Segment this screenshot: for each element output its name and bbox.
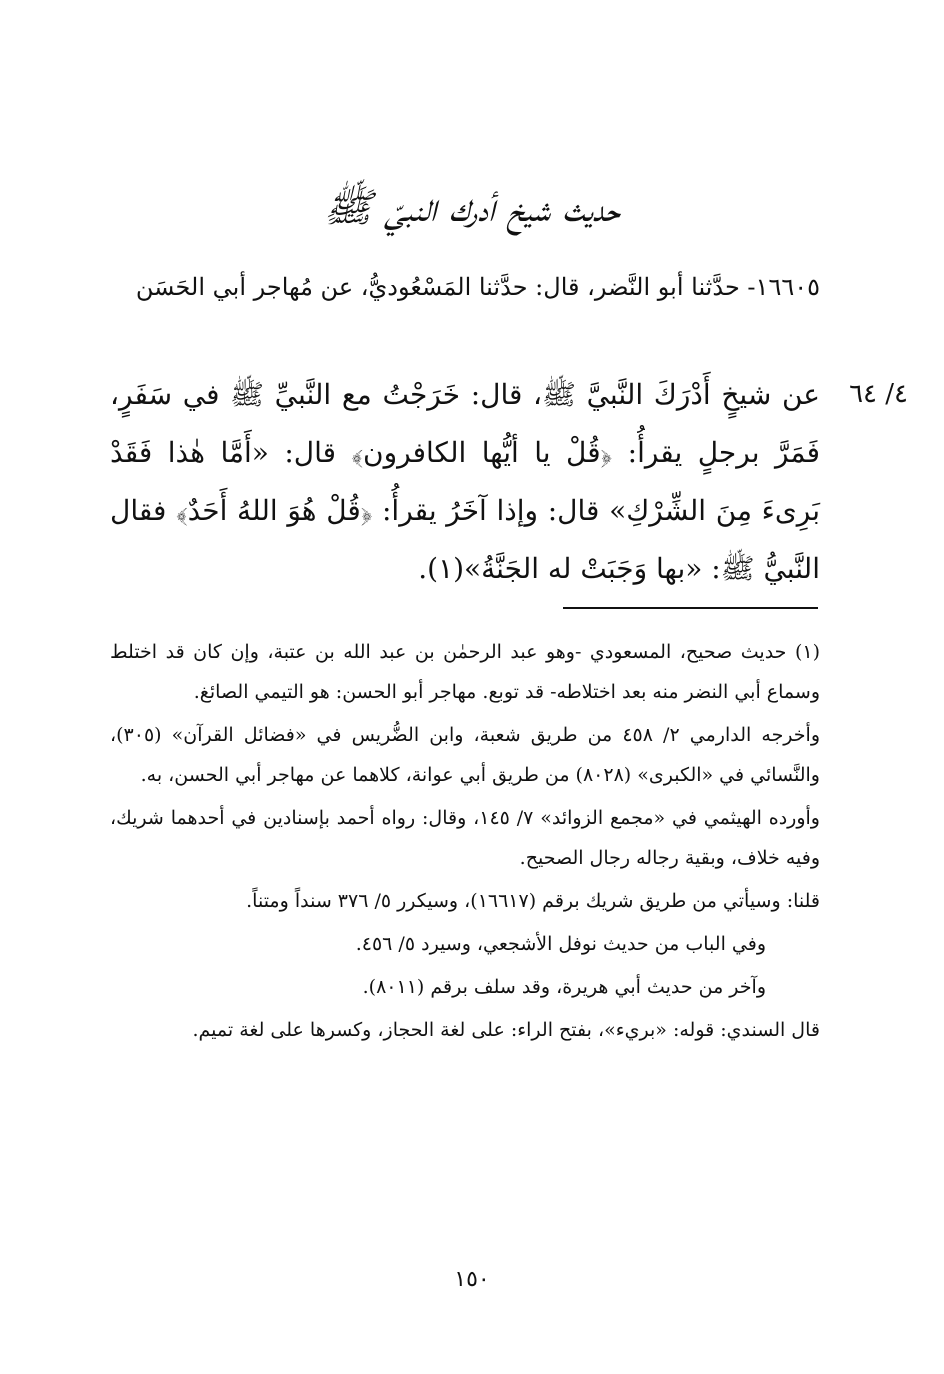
margin-reference: ٤/ ٦٤ [849, 379, 908, 409]
footnote-paragraph: قلنا: وسيأتي من طريق شريك برقم (١٦٦١٧)، وسيكرر ٥/ ٣٧٦ سنداً ومتناً. [246, 890, 820, 912]
footnote-paragraph: وفي الباب من حديث نوفل الأشجعي، وسيرد ٥/ ٤٥٦. [355, 933, 766, 955]
page-number: ١٥٠ [454, 1267, 490, 1292]
footnote-paragraph: وأخرجه الدارمي ٢/ ٤٥٨ من طريق شعبة، وابن الضُّريس في «فضائل القرآن» (٣٠٥)، والنَّسائي في «الكبرى» (٨٠٢٨) من طريق أبي عوانة، كلاهما عن مهاجر أبي الحسن، به. [110, 724, 820, 786]
footnote-paragraph: (١) حديث صحيح، المسعودي -وهو عبد الرحمٰن بن عبد الله بن عتبة، وإن كان قد اختلط وسماع أبي النضر منه بعد اختلاطه- قد توبع. مهاجر أبو الحسن: هو التيمي الصائغ. [110, 641, 820, 703]
footnote-separator [563, 607, 818, 609]
footnote-paragraph: قال السندي: قوله: «بريء»، بفتح الراء: على لغة الحجاز، وكسرها على لغة تميم. [192, 1019, 820, 1041]
footnote-paragraph: وآخر من حديث أبي هريرة، وقد سلف برقم (٨٠١١). [362, 976, 766, 998]
hadith-text: عن شيخٍ أَدْرَكَ النَّبيَّ ﷺ، قال: خَرَجْتُ مع النَّبيِّ ﷺ في سَفَرٍ، فَمَرَّ برجلٍ يقرأُ: ﴿قُلْ يا أيُّها الكافرون﴾ قال: «أَمَّا هٰذا فَقَدْ بَرِىءَ مِنَ الشِّرْكِ» قال: وإذا آخَرُ يقرأُ: ﴿قُلْ هُوَ اللهُ أَحَدٌ﴾ فقال النَّبيُّ ﷺ: «بها وَجَبَتْ له الجَنَّةُ»(١). [110, 378, 821, 585]
footnote-paragraph: وأورده الهيثمي في «مجمع الزوائد» ٧/ ١٤٥، وقال: رواه أحمد بإسنادين في أحدهما شريك، وفيه خلاف، وبقية رجاله رجال الصحيح. [110, 807, 820, 869]
hadith-chain: ١٦٦٠٥- حدَّثنا أبو النَّضر، قال: حدَّثنا المَسْعُوديُّ، عن مُهاجر أبي الحَسَن [135, 273, 820, 301]
chapter-title: حديث شيخ أدرك النبيّ ﷺ [323, 185, 621, 231]
footnotes [110, 632, 820, 1053]
